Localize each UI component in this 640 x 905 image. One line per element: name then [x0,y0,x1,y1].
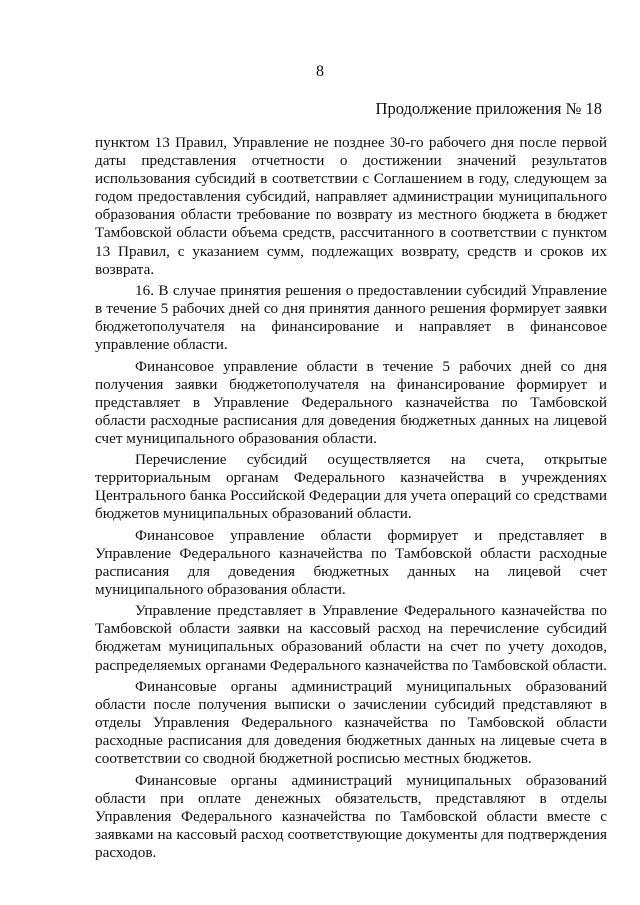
paragraph: Финансовые органы администраций муниципальных образований области при оплате денежных обязательств, представляют в отделы Управления Федерального казначейства по Тамбовской области вместе с заявками на кассовый расход соответствующие документы для подтверждения расходов. [95,771,607,861]
appendix-caption: Продолжение приложения № 18 [375,99,602,118]
page-number: 8 [316,63,324,80]
paragraph: Перечисление субсидий осуществляется на счета, открытые территориальным органам Федерального казначейства в учреждениях Центрального банка Российской Федерации для учета операций со средствами бюджетов муниципальных образований области. [95,451,607,523]
paragraph: Финансовое управление области в течение 5 рабочих дней со дня получения заявки бюджетополучателя на финансирование формирует и представляет в Управление Федерального казначейства по Тамбовской области расходные расписания для доведения бюджетных данных на лицевой счет муниципального образования области. [95,357,607,447]
paragraph: Управление представляет в Управление Федерального казначейства по Тамбовской области заявки на кассовый расход на перечисление субсидий бюджетам муниципальных образований области на счет по учету доходов, распределяемых органами Федерального казначейства по Тамбовской области. [95,602,607,674]
document-body [95,134,607,865]
paragraph: 16. В случае принятия решения о предоставлении субсидий Управление в течение 5 рабочих дней со дня принятия данного решения формирует заявки бюджетополучателя на финансирование и направляет в финансовое управление области. [95,281,607,354]
paragraph: пунктом 13 Правил, Управление не позднее 30-го рабочего дня после первой даты представления отчетности о достижении значений результатов использования субсидий в соответствии с Соглашением в году, следующем за годом предоставления субсидий, направляет администрации муниципального образования области требование по возврату из местного бюджета в бюджет Тамбовской области объема средств, рассчитанного в соответствии с пунктом 13 Правил, с указанием сумм, подлежащих возврату, средств и сроков их возврата. [95,134,607,278]
paragraph: Финансовое управление области формирует и представляет в Управление Федерального казначейства по Тамбовской области расходные расписания для доведения бюджетных данных на лицевой счет муниципального образования области. [95,526,607,598]
paragraph: Финансовые органы администраций муниципальных образований области после получения выписки о зачислении субсидий представляют в отделы Управления Федерального казначейства по Тамбовской области расходные расписания для доведения бюджетных данных на лицевые счета в соответствии со сводной бюджетной росписью местных бюджетов. [95,677,607,768]
